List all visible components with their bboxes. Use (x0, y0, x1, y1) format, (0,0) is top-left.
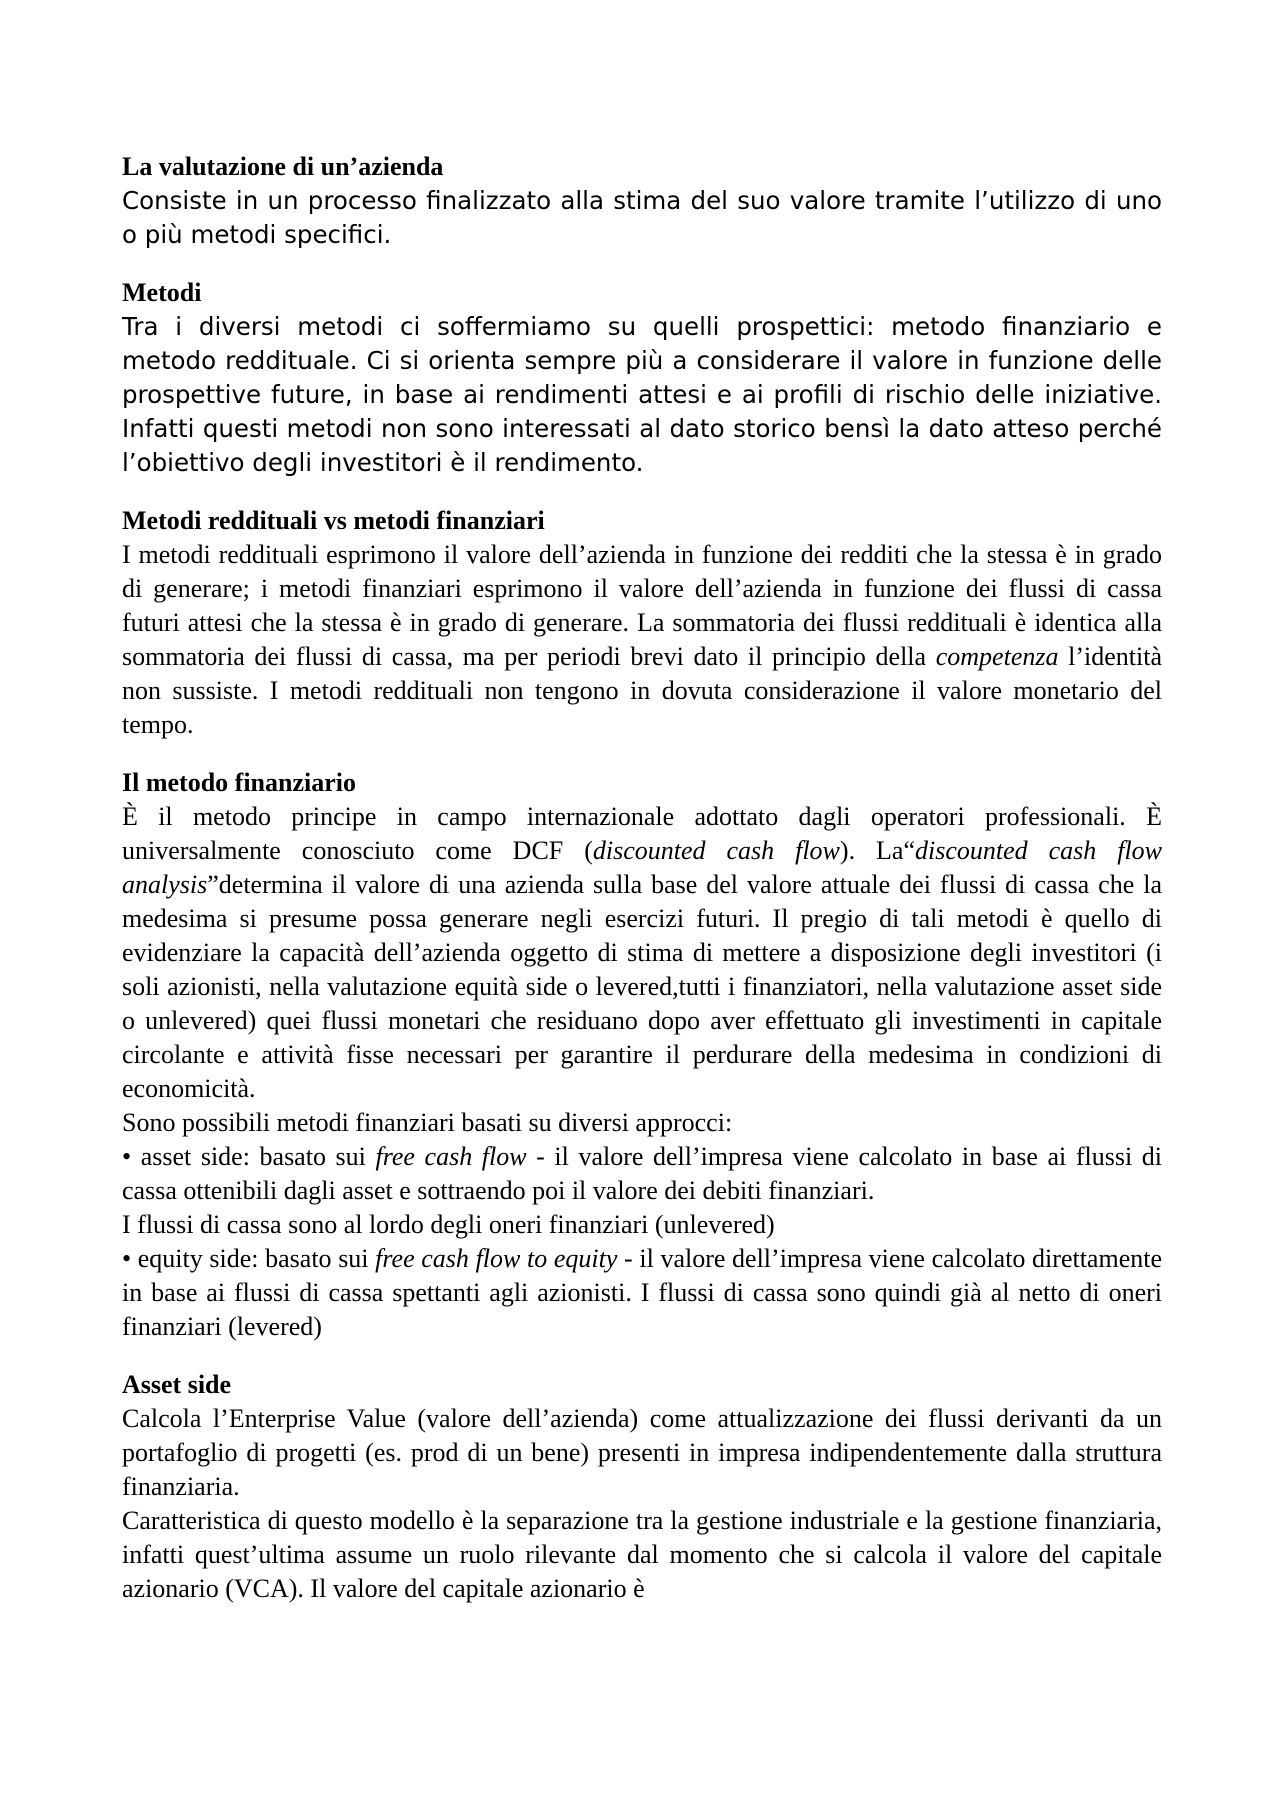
bullet-item (122, 1242, 1162, 1344)
section-reddituali-vs-finanziari (122, 504, 1162, 742)
text-run: Tra i diversi metodi ci soffermiamo su quelli prospettici: metodo finanziario e metodo reddituale. Ci si orienta sempre più a considerare il valore in funzione delle prospettive future, in base ai rendimenti attesi e ai profili di rischio delle iniziative. Infatti questi metodi non sono interessati al dato storico bensì la dato atteso perché l’obiettivo degli investitori è il rendimento. (122, 312, 1162, 477)
italic-term: free cash flow (375, 1142, 527, 1171)
text-run: È il metodo principe in campo internazionale adottato dagli operatori professionali. È universalmente conosciuto come DCF ( (122, 802, 1162, 865)
section-heading: Metodi (122, 278, 202, 307)
paragraph (122, 1504, 1162, 1606)
paragraph (122, 800, 1162, 1106)
paragraph (122, 1402, 1162, 1504)
text-run: I metodi reddituali esprimono il valore dell’azienda in funzione dei redditi che la stessa è in grado di generare; i metodi finanziari esprimono il valore dell’azienda in funzione dei flussi di cassa futuri attesi che la stessa è in grado di generare. La sommatoria dei flussi reddituali è identica alla sommatoria dei flussi di cassa, ma per periodi brevi dato il principio della (122, 540, 1162, 671)
text-run: - il valore dell’impresa viene calcolato direttamente in base ai flussi di cassa spettanti agli azionisti. I flussi di cassa sono quindi già al netto di oneri finanziari (levered) (122, 1244, 1162, 1341)
document-page (122, 150, 1162, 1630)
section-asset-side (122, 1368, 1162, 1606)
text-run: Caratteristica di questo modello è la separazione tra la gestione industriale e la gestione finanziaria, infatti quest’ultima assume un ruolo rilevante dal momento che si calcola il valore del capitale azionario (VCA). Il valore del capitale azionario è (122, 1506, 1162, 1603)
text-run: ”determina il valore di una azienda sulla base del valore attuale dei flussi di cassa che la medesima si presume possa generare negli esercizi futuri. Il pregio di tali metodi è quello di evidenziare la capacità dell’azienda oggetto di stima di mettere a disposizione degli investitori (i soli azionisti, nella valutazione equità side o levered,tutti i finanziatori, nella valutazione asset side o unlevered) quei flussi monetari che residuano dopo aver effettuato gli investimenti in capitale circolante e attività fisse necessari per garantire il perdurare della medesima in condizioni di economicità. (122, 870, 1162, 1103)
paragraph (122, 1208, 1162, 1242)
section-heading: Asset side (122, 1370, 232, 1399)
section-metodi (122, 276, 1162, 480)
bullet-item (122, 1140, 1162, 1208)
section-metodo-finanziario (122, 766, 1162, 1344)
text-run: I flussi di cassa sono al lordo degli oneri finanziari (unlevered) (122, 1210, 775, 1239)
paragraph (122, 1106, 1162, 1140)
italic-term: competenza (935, 642, 1059, 671)
text-run: Consiste in un processo finalizzato alla stima del suo valore tramite l’utilizzo di uno o più metodi specifici. (122, 186, 1162, 249)
paragraph (122, 184, 1162, 252)
paragraph (122, 538, 1162, 742)
italic-term: discounted cash flow analysis (122, 836, 1163, 899)
paragraph (122, 310, 1162, 480)
italic-term: discounted cash flow (592, 836, 840, 865)
text-run: • asset side: basato sui (122, 1142, 376, 1171)
italic-term: free cash flow to equity (375, 1244, 618, 1273)
text-run: l’identità non sussiste. I metodi reddituali non tengono in dovuta considerazione il valore monetario del tempo. (122, 642, 1163, 739)
text-run: • equity side: basato sui (122, 1244, 376, 1273)
text-run: ). La“ (839, 836, 915, 865)
section-heading: Metodi reddituali vs metodi finanziari (122, 506, 545, 535)
section-heading: Il metodo finanziario (122, 768, 356, 797)
section-valutazione (122, 150, 1162, 252)
section-heading: La valutazione di un’azienda (122, 152, 444, 181)
text-run: Sono possibili metodi finanziari basati su diversi approcci: (122, 1108, 733, 1137)
text-run: Calcola l’Enterprise Value (valore dell’azienda) come attualizzazione dei flussi derivanti da un portafoglio di progetti (es. prod di un bene) presenti in impresa indipendentemente dalla struttura finanziaria. (122, 1404, 1162, 1501)
text-run: - il valore dell’impresa viene calcolato in base ai flussi di cassa ottenibili dagli asset e sottraendo poi il valore dei debiti finanziari. (122, 1142, 1163, 1205)
